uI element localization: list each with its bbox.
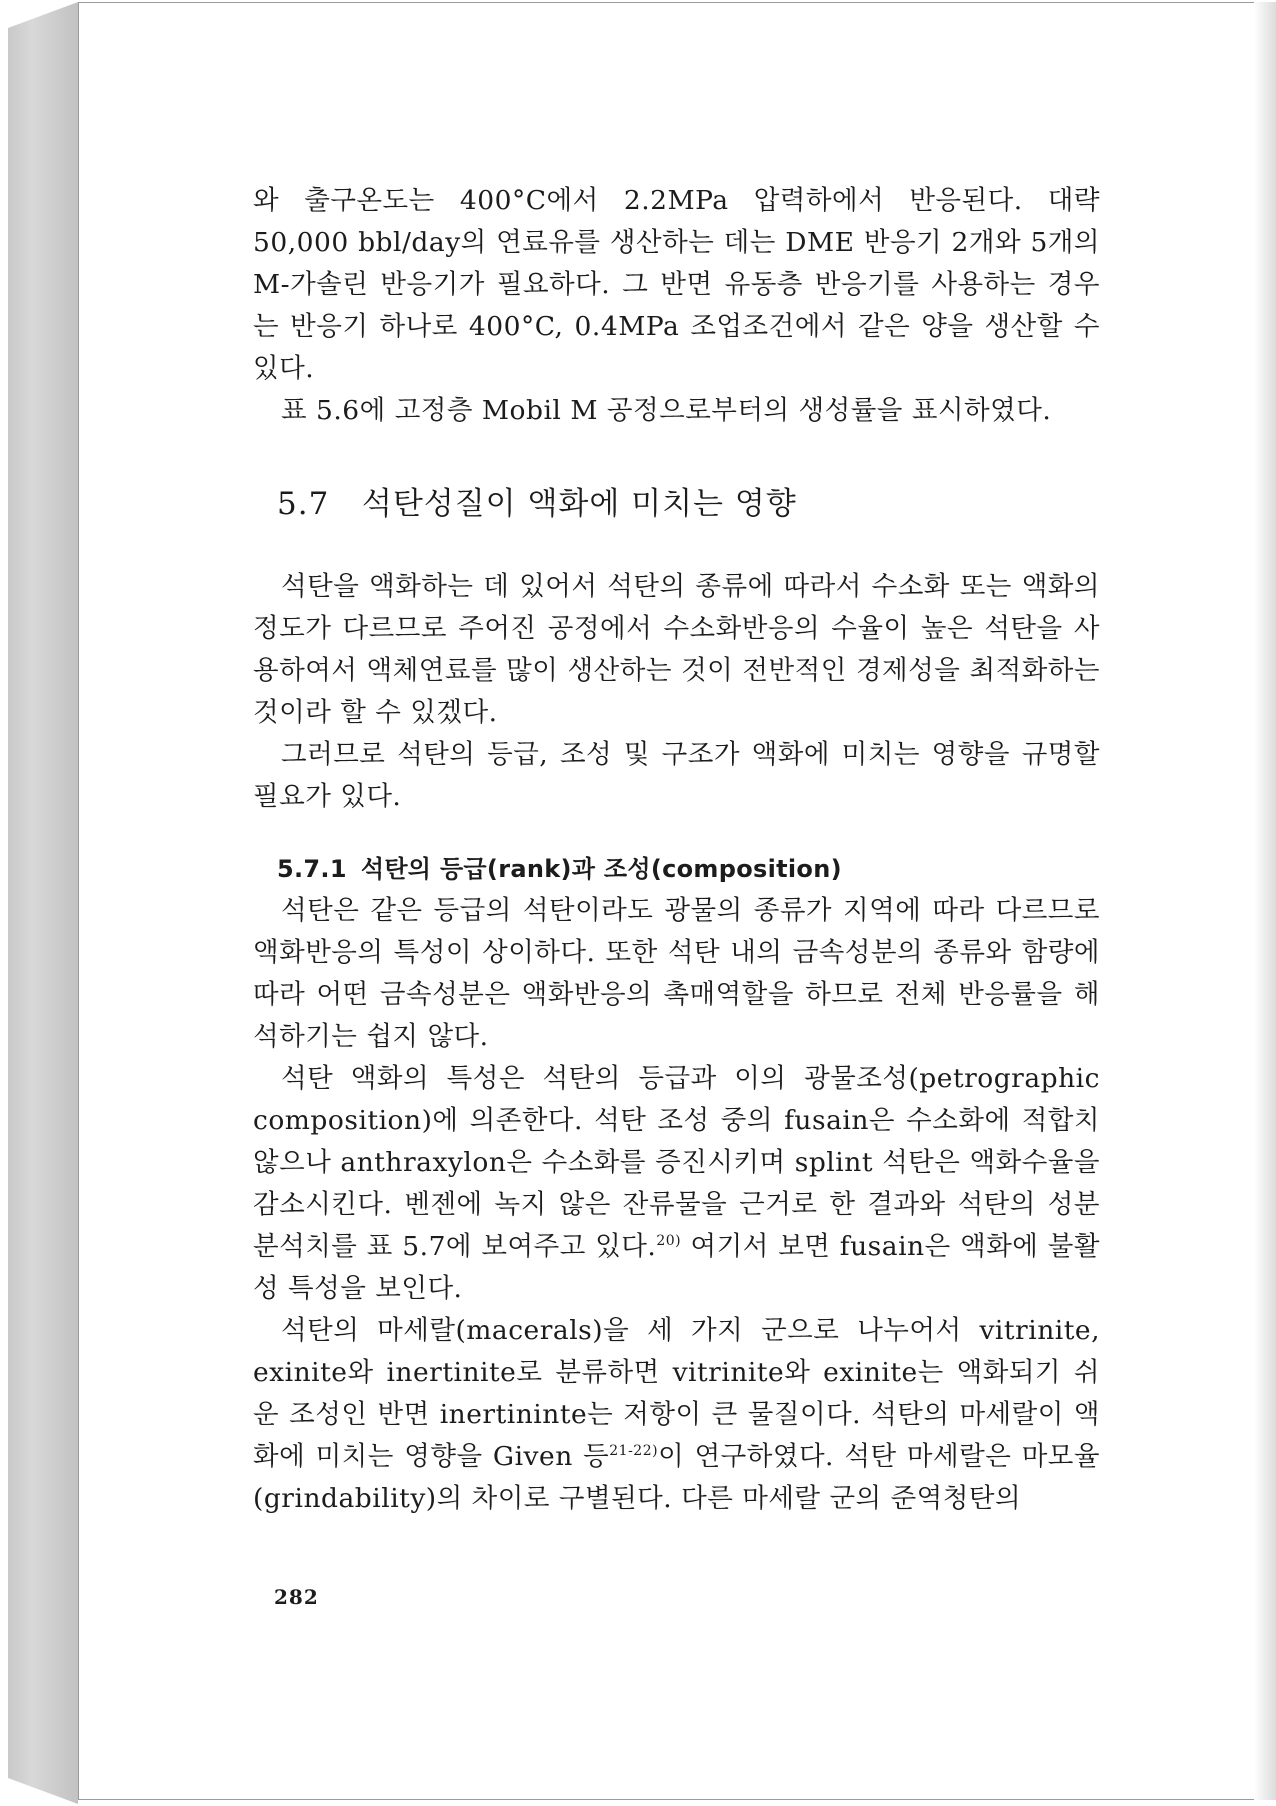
section-paragraph-1: 석탄을 액화하는 데 있어서 석탄의 종류에 따라서 수소화 또는 액화의 정도가 다르므로 주어진 공정에서 수소화반응의 수율이 높은 석탄을 사용하여서 액체연료를 많이 생산하는 것이 전반적인 경제성을 최적화하는 것이라 할 수 있겠다. [253, 571, 1100, 728]
section-heading [277, 484, 1100, 524]
section-paragraph-2: 그러므로 석탄의 등급, 조성 및 구조가 액화에 미치는 영향을 규명할 필요가 있다. [253, 739, 1100, 812]
subsection-number: 5.7.1 [277, 855, 347, 883]
subsection-heading [277, 848, 1100, 890]
subsection-paragraph-3 [253, 1310, 1100, 1520]
citation-ref-20: 20) [656, 1233, 682, 1249]
book-spine [8, 2, 78, 1804]
subsection-paragraph-1: 석탄은 같은 등급의 석탄이라도 광물의 종류가 지역에 따라 다르므로 액화반응의 특성이 상이하다. 또한 석탄 내의 금속성분의 종류와 함량에 따라 어떤 금속성분은 액화반응의 촉매역할을 하므로 전체 반응률을 해석하기는 쉽지 않다. [253, 895, 1100, 1052]
section-title: 석탄성질이 액화에 미치는 영향 [361, 486, 797, 522]
intro-paragraph-1: 와 출구온도는 400°C에서 2.2MPa 압력하에서 반응된다. 대략 50,000 bbl/day의 연료유를 생산하는 데는 DME 반응기 2개와 5개의 M-가솔린 반응기가 필요하다. 그 반면 유동층 반응기를 사용하는 경우는 반응기 하나로 400°C, 0.4MPa 조업조건에서 같은 양을 생산할 수 있다. [253, 185, 1100, 384]
subsection-paragraph-2 [253, 1058, 1100, 1310]
section-number: 5.7 [277, 486, 330, 522]
page-number: 282 [274, 1585, 319, 1609]
subsection-paragraph-3-text: 석탄의 마세랄(macerals)을 세 가지 군으로 나누어서 vitrinite, exinite와 inertinite로 분류하면 vitrinite와 exinite는 액화되기 쉬운 조성인 반면 inertininte는 저항이 큰 물질이다. 석탄의 마세랄이 액화에 미치는 영향을 Given 등 [253, 1315, 1100, 1472]
page-edge-shadow [1254, 2, 1276, 1800]
subsection-paragraph-2-tail: 여기서 보면 fusain은 액화에 불활성 특성을 보인다. [253, 1231, 1101, 1304]
page-content [253, 180, 1100, 1520]
subsection-paragraph-2-text: 석탄 액화의 특성은 석탄의 등급과 이의 광물조성(petrographic composition)에 의존한다. 석탄 조성 중의 fusain은 수소화에 적합치 않으나 anthraxylon은 수소화를 증진시키며 splint 석탄은 액화수율을 감소시킨다. 벤젠에 녹지 않은 잔류물을 근거로 한 결과와 석탄의 성분 분석치를 표 5.7에 보여주고 있다. [253, 1063, 1100, 1262]
citation-ref-21-22: 21-22) [609, 1443, 659, 1459]
subsection-paragraph-3-tail: 이 연구하였다. 석탄 마세랄은 마모율(grindability)의 차이로 구별된다. 다른 마세랄 군의 준역청탄의 [253, 1441, 1101, 1514]
intro-paragraph-2: 표 5.6에 고정층 Mobil M 공정으로부터의 생성률을 표시하였다. [281, 395, 1052, 426]
subsection-title: 석탄의 등급(rank)과 조성(composition) [360, 855, 842, 883]
